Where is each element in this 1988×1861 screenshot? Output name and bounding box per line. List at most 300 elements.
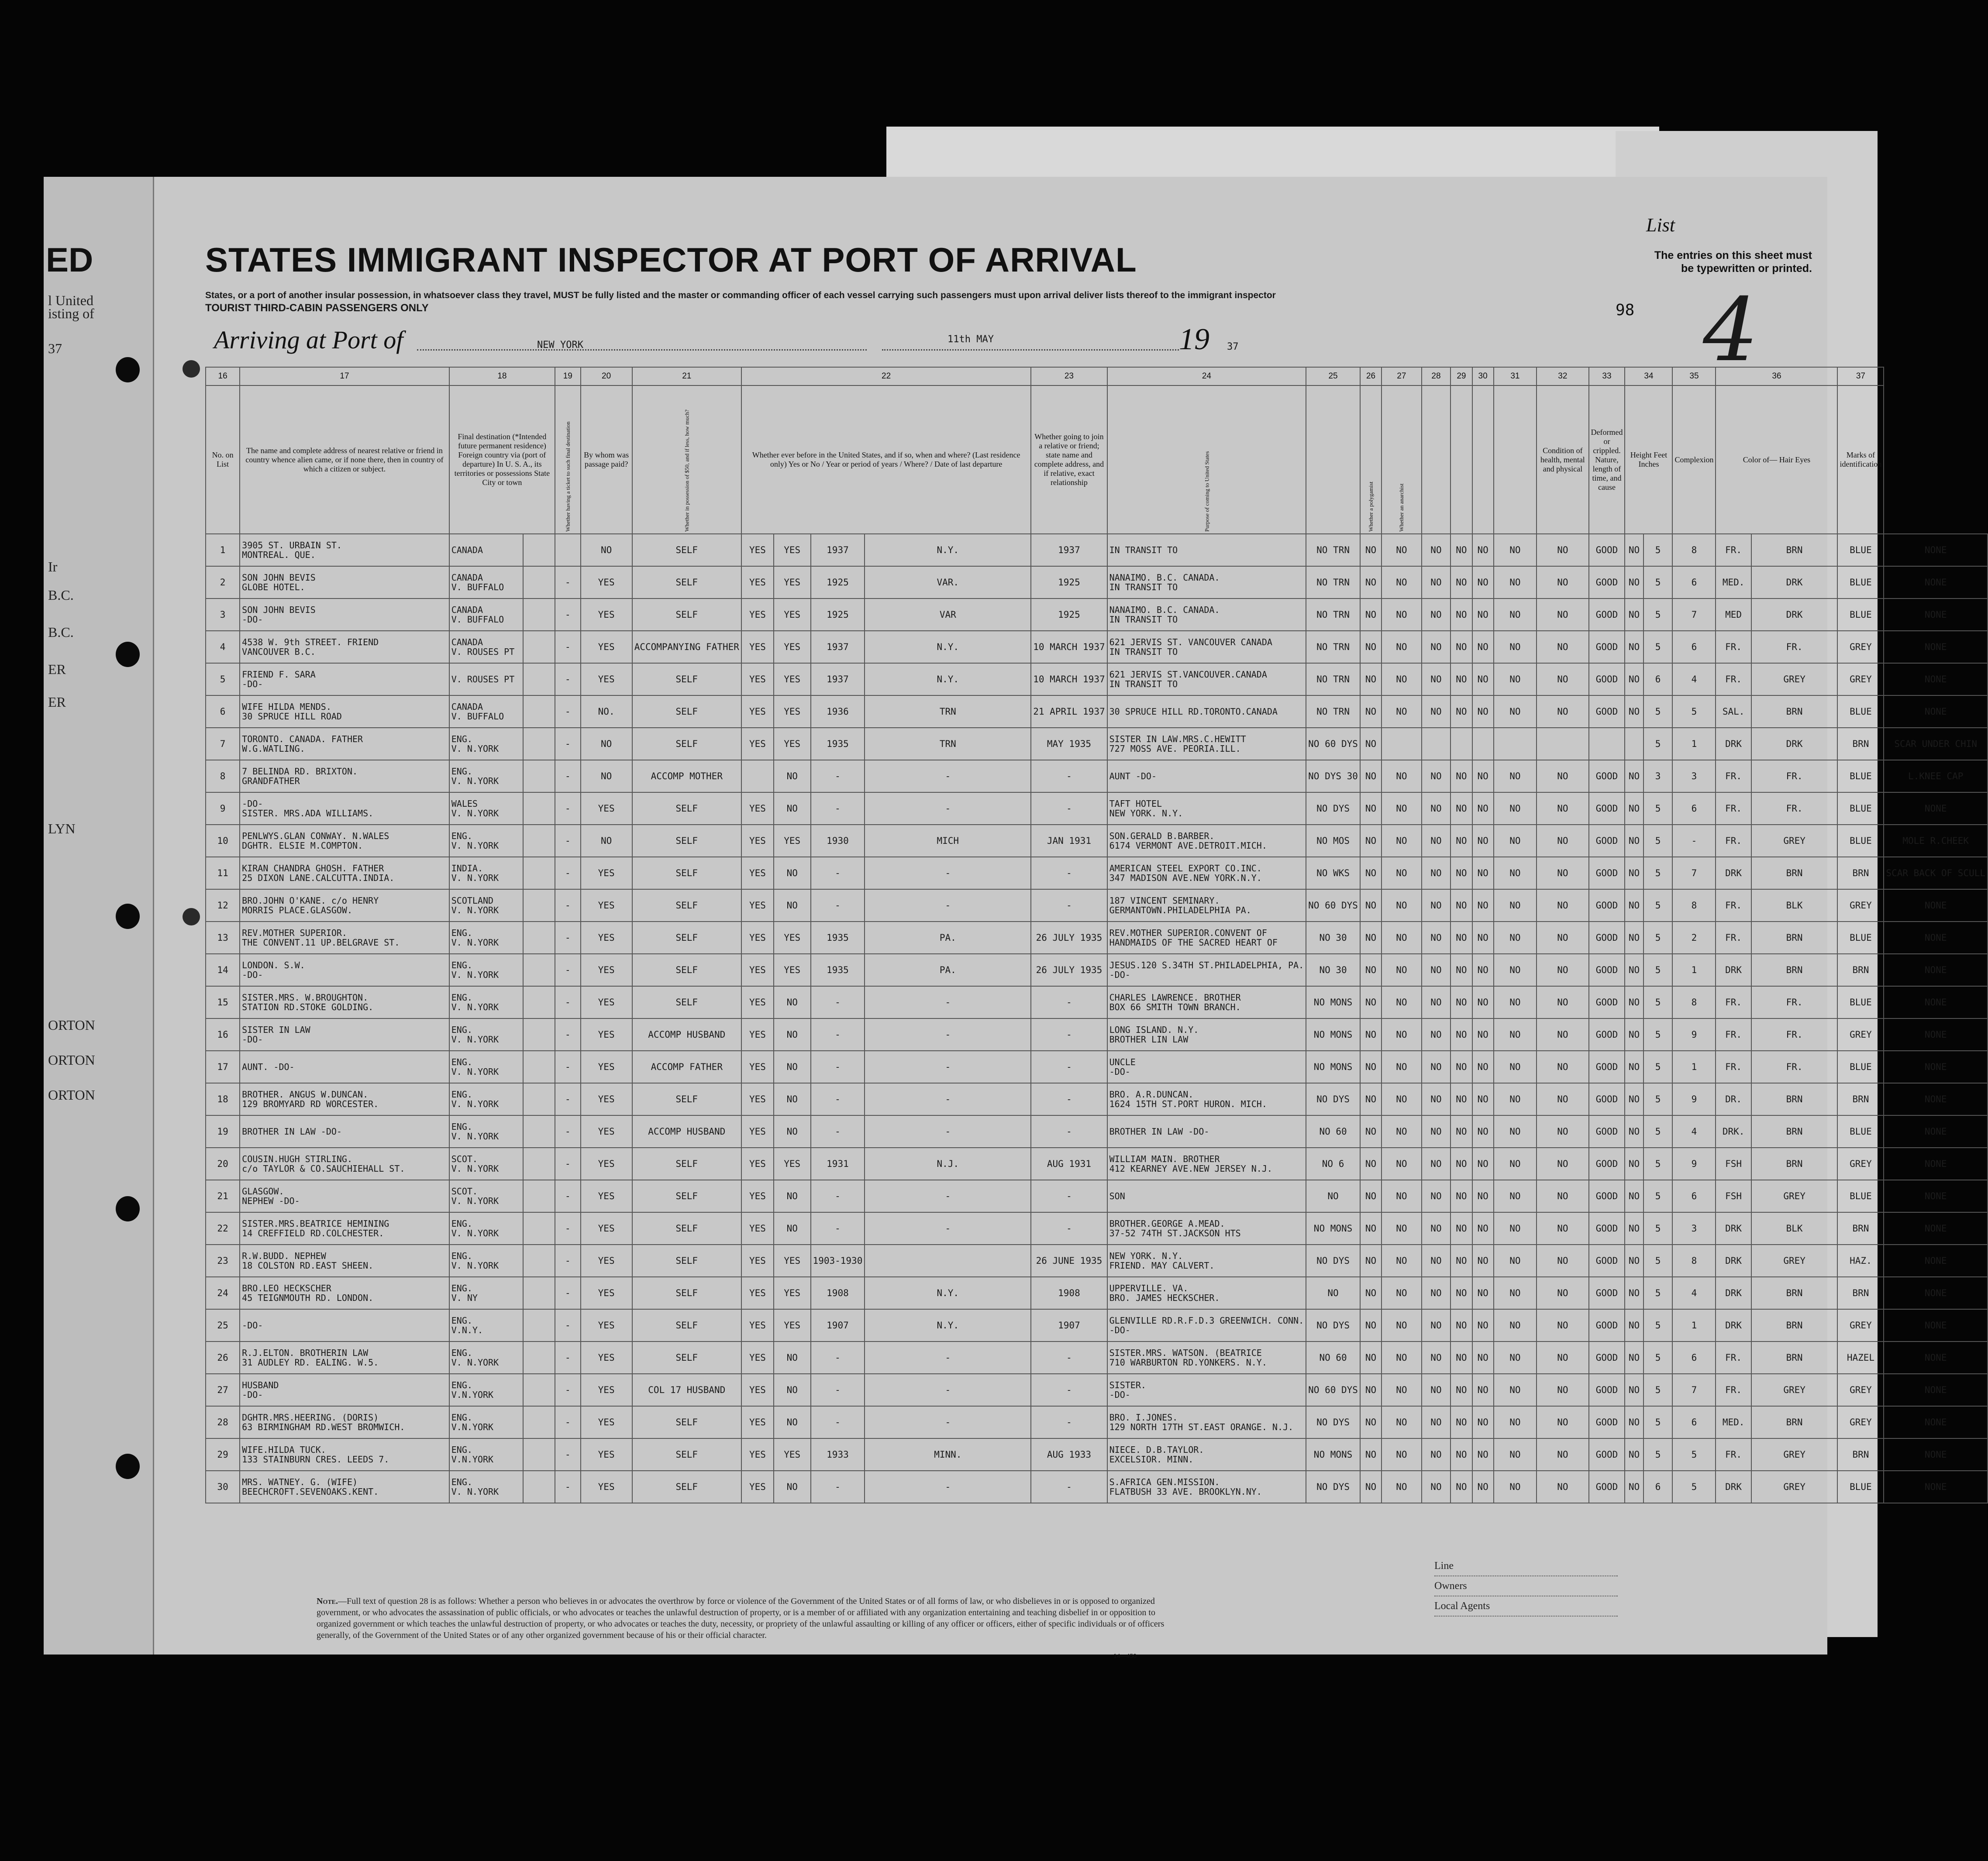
height-feet-cell: 5 xyxy=(1643,1018,1673,1051)
purpose-cell: NO xyxy=(1306,1277,1360,1309)
last-departure-cell: 1937 xyxy=(1031,534,1107,566)
money-cell: YES xyxy=(741,1438,774,1471)
identification-marks-cell: MOLE R.CHEEK xyxy=(1884,825,1988,857)
port-via: V. N.YORK xyxy=(451,1131,499,1142)
year-cell: 1907 xyxy=(811,1309,865,1342)
joining-line-2: 710 WARBURTON RD.YONKERS. N.Y. xyxy=(1109,1357,1267,1368)
question-28-cell: NO xyxy=(1451,1051,1472,1083)
table-row xyxy=(206,534,1988,566)
identification-marks-cell: NONE xyxy=(1884,889,1988,922)
complexion-cell: DRK xyxy=(1716,954,1751,986)
deformed-cell: NO xyxy=(1625,1115,1643,1148)
purpose-cell: NO 60 DYS xyxy=(1306,728,1360,760)
health-cell: GOOD xyxy=(1589,695,1625,728)
question-30-cell: NO xyxy=(1494,599,1537,631)
question-28-cell: NO xyxy=(1451,599,1472,631)
question-25-cell: NO xyxy=(1360,1245,1382,1277)
question-30-cell: NO xyxy=(1494,1471,1537,1503)
ticket-cell: YES xyxy=(581,1374,632,1406)
identification-marks-cell: NONE xyxy=(1884,695,1988,728)
table-row xyxy=(206,1471,1988,1503)
relative-line-1: WIFE HILDA MENDS. xyxy=(242,702,331,712)
where-cell: VAR. xyxy=(865,566,1031,599)
health-cell: GOOD xyxy=(1589,1148,1625,1180)
column-header: By whom was passage paid? xyxy=(581,385,632,534)
footer-note xyxy=(317,1596,1177,1641)
deformed-cell: NO xyxy=(1625,1051,1643,1083)
foreign-country: INDIA. xyxy=(451,863,483,874)
relative-line-2: STATION RD.STOKE GOLDING. xyxy=(242,1002,374,1012)
foreign-country: ENG. xyxy=(451,831,472,841)
ticket-cell: NO xyxy=(581,534,632,566)
binder-hole xyxy=(116,1196,140,1221)
deformed-cell: NO xyxy=(1625,566,1643,599)
column-header: Whether having a ticket to such final destination xyxy=(555,385,581,534)
identification-marks-cell: NONE xyxy=(1884,1180,1988,1212)
eye-color-cell: HAZ. xyxy=(1837,1245,1884,1277)
port-via: V.N.YORK xyxy=(451,1422,494,1432)
ticket-cell: YES xyxy=(581,1018,632,1051)
local-agents-label: Local Agents xyxy=(1434,1596,1618,1617)
eye-color-cell: BLUE xyxy=(1837,1471,1884,1503)
money-cell: YES xyxy=(741,1245,774,1277)
deformed-cell: NO xyxy=(1625,1342,1643,1374)
column-number: 26 xyxy=(1360,367,1382,385)
column-number: 30 xyxy=(1472,367,1494,385)
complexion-cell: DRK xyxy=(1716,857,1751,889)
question-29-cell: NO xyxy=(1472,954,1494,986)
eye-color-cell: GREY xyxy=(1837,1309,1884,1342)
health-cell: GOOD xyxy=(1589,857,1625,889)
anarchist-cell: NO xyxy=(1422,922,1451,954)
binder-hole xyxy=(183,908,200,925)
passage-paid-cell: SELF xyxy=(632,857,741,889)
question-30-cell: NO xyxy=(1494,695,1537,728)
relative-line-2: 129 BROMYARD RD WORCESTER. xyxy=(242,1099,379,1109)
anarchist-cell: NO xyxy=(1422,534,1451,566)
question-28-cell: NO xyxy=(1451,1018,1472,1051)
question-28-cell: NO xyxy=(1451,1471,1472,1503)
health-cell: GOOD xyxy=(1589,954,1625,986)
year-cell: - xyxy=(811,1018,865,1051)
height-inches-cell: 7 xyxy=(1672,1374,1716,1406)
identification-marks-cell: NONE xyxy=(1884,1148,1988,1180)
height-feet-cell: 3 xyxy=(1643,760,1673,792)
height-inches-cell: 6 xyxy=(1672,1406,1716,1438)
complexion-cell: DRK xyxy=(1716,1245,1751,1277)
joining-line-1: 187 VINCENT SEMINARY. xyxy=(1109,895,1220,906)
question-29-cell: NO xyxy=(1472,599,1494,631)
state-cell xyxy=(523,1374,555,1406)
foreign-country: CANADA xyxy=(451,572,483,583)
column-header xyxy=(1451,385,1472,534)
height-feet-cell: 5 xyxy=(1643,986,1673,1018)
table-row xyxy=(206,1212,1988,1245)
city-cell: - xyxy=(555,1115,581,1148)
question-25-cell: NO xyxy=(1360,1342,1382,1374)
question-29-cell: NO xyxy=(1472,922,1494,954)
joining-relative-cell xyxy=(1107,1083,1306,1115)
year-cell: 1936 xyxy=(811,695,865,728)
line-label: Line xyxy=(1434,1556,1618,1576)
money-cell xyxy=(741,760,774,792)
before-in-us-cell: YES xyxy=(774,1277,811,1309)
signature-lines xyxy=(1434,1556,1618,1617)
binder-hole xyxy=(116,642,140,667)
height-inches-cell: 1 xyxy=(1672,954,1716,986)
joining-line-1: NEW YORK. N.Y. xyxy=(1109,1251,1183,1261)
purpose-cell: NO DYS xyxy=(1306,1406,1360,1438)
question-29-cell: NO xyxy=(1472,889,1494,922)
question-25-cell: NO xyxy=(1360,825,1382,857)
anarchist-cell: NO xyxy=(1422,889,1451,922)
polygamist-cell: NO xyxy=(1382,1148,1421,1180)
question-25-cell: NO xyxy=(1360,728,1382,760)
passage-paid-cell: ACCOMP FATHER xyxy=(632,1051,741,1083)
money-cell: YES xyxy=(741,889,774,922)
foreign-country: ENG. xyxy=(451,1412,472,1423)
state-cell xyxy=(523,1051,555,1083)
joining-line-1: UNCLE xyxy=(1109,1057,1136,1067)
hair-color-cell: FR. xyxy=(1751,1051,1838,1083)
question-30-cell: NO xyxy=(1494,631,1537,663)
list-number-cell: 28 xyxy=(206,1406,240,1438)
question-31-cell: NO xyxy=(1537,1471,1588,1503)
foreign-country: CANADA xyxy=(451,637,483,647)
column-header: Deformed or crippled. Nature, length of time, and cause xyxy=(1589,385,1625,534)
question-28-cell: NO xyxy=(1451,1374,1472,1406)
money-cell: YES xyxy=(741,663,774,695)
list-number-cell: 5 xyxy=(206,663,240,695)
question-25-cell: NO xyxy=(1360,599,1382,631)
hair-color-cell: GREY xyxy=(1751,1374,1838,1406)
passage-paid-cell: COL 17 HUSBAND xyxy=(632,1374,741,1406)
where-cell: - xyxy=(865,986,1031,1018)
deformed-cell: NO xyxy=(1625,1083,1643,1115)
relative-line-2: 63 BIRMINGHAM RD.WEST BROMWICH. xyxy=(242,1422,405,1432)
money-cell: YES xyxy=(741,1051,774,1083)
port-via: V.N.Y. xyxy=(451,1325,483,1335)
question-25-cell: NO xyxy=(1360,1148,1382,1180)
relative-line-1: BRO.LEO HECKSCHER xyxy=(242,1283,331,1293)
money-cell: YES xyxy=(741,1406,774,1438)
foreign-country: ENG. xyxy=(451,928,472,938)
ticket-cell: YES xyxy=(581,1277,632,1309)
money-cell: YES xyxy=(741,599,774,631)
question-25-cell: NO xyxy=(1360,986,1382,1018)
list-number-cell: 25 xyxy=(206,1309,240,1342)
anarchist-cell: NO xyxy=(1422,792,1451,825)
joining-line-1: S.AFRICA GEN.MISSION. xyxy=(1109,1477,1220,1487)
relative-address-cell xyxy=(240,1309,449,1342)
city-cell: - xyxy=(555,1374,581,1406)
height-feet-cell: 5 xyxy=(1643,1438,1673,1471)
deformed-cell: NO xyxy=(1625,792,1643,825)
year-cell: - xyxy=(811,986,865,1018)
polygamist-cell: NO xyxy=(1382,1374,1421,1406)
foreign-country-cell xyxy=(449,760,523,792)
joining-line-2: BOX 66 SMITH TOWN BRANCH. xyxy=(1109,1002,1241,1012)
question-31-cell: NO xyxy=(1537,1051,1588,1083)
complexion-cell: FR. xyxy=(1716,922,1751,954)
question-25-cell: NO xyxy=(1360,760,1382,792)
eye-color-cell: BRN xyxy=(1837,728,1884,760)
relative-address-cell xyxy=(240,760,449,792)
joining-line-1: BRO. I.JONES. xyxy=(1109,1412,1178,1423)
health-cell: GOOD xyxy=(1589,631,1625,663)
passage-paid-cell: SELF xyxy=(632,1309,741,1342)
identification-marks-cell: NONE xyxy=(1884,1438,1988,1471)
hair-color-cell: BRN xyxy=(1751,695,1838,728)
polygamist-cell: NO xyxy=(1382,1018,1421,1051)
table-row xyxy=(206,695,1988,728)
year-cell: 1937 xyxy=(811,663,865,695)
height-inches-cell: 6 xyxy=(1672,1180,1716,1212)
health-cell: GOOD xyxy=(1589,1051,1625,1083)
question-30-cell: NO xyxy=(1494,1277,1537,1309)
before-in-us-cell: YES xyxy=(774,728,811,760)
relative-address-cell xyxy=(240,1277,449,1309)
health-cell: GOOD xyxy=(1589,1115,1625,1148)
question-25-cell: NO xyxy=(1360,857,1382,889)
deformed-cell: NO xyxy=(1625,1180,1643,1212)
column-header: Marks of identification xyxy=(1837,385,1884,534)
height-feet-cell: 5 xyxy=(1643,889,1673,922)
money-cell: YES xyxy=(741,695,774,728)
anarchist-cell: NO xyxy=(1422,825,1451,857)
column-header: Whether a polygamist xyxy=(1360,385,1382,534)
passage-paid-cell: SELF xyxy=(632,792,741,825)
ticket-cell: YES xyxy=(581,954,632,986)
relative-line-2: 133 STAINBURN CRES. LEEDS 7. xyxy=(242,1454,389,1465)
before-in-us-cell: NO xyxy=(774,1471,811,1503)
eye-color-cell: BLUE xyxy=(1837,792,1884,825)
height-feet-cell: 5 xyxy=(1643,825,1673,857)
city-cell: - xyxy=(555,566,581,599)
relative-line-1: HUSBAND xyxy=(242,1380,279,1390)
relative-line-2: 31 AUDLEY RD. EALING. W.5. xyxy=(242,1357,379,1368)
year-cell: - xyxy=(811,1115,865,1148)
question-31-cell: NO xyxy=(1537,1438,1588,1471)
hair-color-cell: BRN xyxy=(1751,1309,1838,1342)
relative-line-1: KIRAN CHANDRA GHOSH. FATHER xyxy=(242,863,384,874)
question-25-cell: NO xyxy=(1360,1309,1382,1342)
anarchist-cell: NO xyxy=(1422,1309,1451,1342)
city-cell: - xyxy=(555,889,581,922)
question-25-cell: NO xyxy=(1360,922,1382,954)
joining-line-2: FRIEND. MAY CALVERT. xyxy=(1109,1260,1215,1271)
height-feet-cell: 5 xyxy=(1643,631,1673,663)
before-in-us-cell: NO xyxy=(774,1374,811,1406)
height-inches-cell: 2 xyxy=(1672,922,1716,954)
joining-relative-cell xyxy=(1107,792,1306,825)
complexion-cell: FR. xyxy=(1716,534,1751,566)
relative-address-cell xyxy=(240,1180,449,1212)
year-cell: - xyxy=(811,1180,865,1212)
question-31-cell: NO xyxy=(1537,695,1588,728)
year-cell: 1933 xyxy=(811,1438,865,1471)
last-departure-cell: 26 JULY 1935 xyxy=(1031,922,1107,954)
polygamist-cell: NO xyxy=(1382,1115,1421,1148)
port-via: V. N.YORK xyxy=(451,1002,499,1012)
eye-color-cell: BRN xyxy=(1837,1438,1884,1471)
before-in-us-cell: NO xyxy=(774,1018,811,1051)
money-cell: YES xyxy=(741,922,774,954)
before-in-us-cell: NO xyxy=(774,1180,811,1212)
question-30-cell: NO xyxy=(1494,1148,1537,1180)
purpose-cell: NO DYS 30 xyxy=(1306,760,1360,792)
table-row xyxy=(206,1277,1988,1309)
previous-page-fragment: ER xyxy=(48,694,66,710)
relative-line-2: -DO- xyxy=(242,1390,263,1400)
joining-line-1: SON xyxy=(1109,1191,1125,1201)
foreign-country-cell xyxy=(449,1148,523,1180)
height-feet-cell: 5 xyxy=(1643,1309,1673,1342)
where-cell xyxy=(865,1245,1031,1277)
question-29-cell: NO xyxy=(1472,1180,1494,1212)
purpose-cell: NO MOS xyxy=(1306,825,1360,857)
joining-relative-cell xyxy=(1107,1245,1306,1277)
polygamist-cell: NO xyxy=(1382,1180,1421,1212)
polygamist-cell: NO xyxy=(1382,857,1421,889)
column-number: 32 xyxy=(1537,367,1588,385)
relative-line-2: 45 TEIGNMOUTH RD. LONDON. xyxy=(242,1293,374,1303)
relative-line-1: DGHTR.MRS.HEERING. (DORIS) xyxy=(242,1412,379,1423)
ticket-cell: YES xyxy=(581,663,632,695)
passage-paid-cell: SELF xyxy=(632,534,741,566)
complexion-cell: FR. xyxy=(1716,760,1751,792)
relative-line-1: R.W.BUDD. NEPHEW xyxy=(242,1251,326,1261)
ticket-cell: YES xyxy=(581,1148,632,1180)
deformed-cell: NO xyxy=(1625,1471,1643,1503)
entries-note-line1: The entries on this sheet must xyxy=(1654,249,1812,261)
money-cell: YES xyxy=(741,825,774,857)
relative-line-2: c/o TAYLOR & CO.SAUCHIEHALL ST. xyxy=(242,1163,405,1174)
ticket-cell: YES xyxy=(581,1051,632,1083)
identification-marks-cell: NONE xyxy=(1884,1212,1988,1245)
ticket-cell: NO xyxy=(581,760,632,792)
joining-line-2: IN TRANSIT TO xyxy=(1109,582,1178,592)
joining-line-1: WILLIAM MAIN. BROTHER xyxy=(1109,1154,1220,1164)
joining-line-1: SON.GERALD B.BARBER. xyxy=(1109,831,1215,841)
state-cell xyxy=(523,566,555,599)
list-number-cell: 27 xyxy=(206,1374,240,1406)
relative-address-cell xyxy=(240,566,449,599)
city-cell: - xyxy=(555,1051,581,1083)
identification-marks-cell: NONE xyxy=(1884,1277,1988,1309)
list-number-cell: 20 xyxy=(206,1148,240,1180)
previous-page-fragment: isting of xyxy=(48,306,94,321)
deformed-cell: NO xyxy=(1625,954,1643,986)
year-cell: 1925 xyxy=(811,599,865,631)
before-in-us-cell: YES xyxy=(774,631,811,663)
joining-line-1: 30 SPRUCE HILL RD.TORONTO.CANADA xyxy=(1109,706,1278,717)
height-feet-cell: 5 xyxy=(1643,728,1673,760)
health-cell: GOOD xyxy=(1589,825,1625,857)
table-row xyxy=(206,1180,1988,1212)
ticket-cell: YES xyxy=(581,986,632,1018)
foreign-country-cell xyxy=(449,922,523,954)
entries-note xyxy=(1602,249,1812,275)
height-feet-cell: 5 xyxy=(1643,534,1673,566)
foreign-country: ENG. xyxy=(451,1121,472,1132)
passage-paid-cell: SELF xyxy=(632,1342,741,1374)
joining-line-1: UPPERVILLE. VA. xyxy=(1109,1283,1189,1293)
relative-line-2: MORRIS PLACE.GLASGOW. xyxy=(242,905,353,915)
purpose-cell: NO 60 DYS xyxy=(1306,1374,1360,1406)
column-number: 29 xyxy=(1451,367,1472,385)
port-via: V.N.YORK xyxy=(451,1390,494,1400)
question-31-cell: NO xyxy=(1537,760,1588,792)
relative-address-cell xyxy=(240,1406,449,1438)
previous-page-fragment: ER xyxy=(48,661,66,677)
hair-color-cell: BRN xyxy=(1751,1342,1838,1374)
anarchist-cell: NO xyxy=(1422,1051,1451,1083)
health-cell: GOOD xyxy=(1589,566,1625,599)
joining-relative-cell xyxy=(1107,954,1306,986)
foreign-country-cell xyxy=(449,695,523,728)
list-number-cell: 24 xyxy=(206,1277,240,1309)
hair-color-cell: DRK xyxy=(1751,728,1838,760)
relative-line-1: COUSIN.HUGH STIRLING. xyxy=(242,1154,353,1164)
list-number-cell: 26 xyxy=(206,1342,240,1374)
last-departure-cell: - xyxy=(1031,1115,1107,1148)
hair-color-cell: DRK xyxy=(1751,599,1838,631)
list-number-cell: 10 xyxy=(206,825,240,857)
question-31-cell: NO xyxy=(1537,1083,1588,1115)
table-row xyxy=(206,566,1988,599)
height-feet-cell: 5 xyxy=(1643,695,1673,728)
binder-hole xyxy=(116,904,140,929)
port-via: V. ROUSES PT xyxy=(451,647,515,657)
height-feet-cell: 5 xyxy=(1643,1374,1673,1406)
foreign-country-cell xyxy=(449,1342,523,1374)
passage-paid-cell: SELF xyxy=(632,728,741,760)
list-number-cell: 21 xyxy=(206,1180,240,1212)
height-inches-cell: 1 xyxy=(1672,1309,1716,1342)
previous-page-title: ED xyxy=(46,241,93,279)
money-cell: YES xyxy=(741,1115,774,1148)
last-departure-cell: 1925 xyxy=(1031,566,1107,599)
height-inches-cell: 1 xyxy=(1672,1051,1716,1083)
state-cell xyxy=(523,1083,555,1115)
port-via: V. N.YORK xyxy=(451,970,499,980)
eye-color-cell: BLUE xyxy=(1837,534,1884,566)
eye-color-cell: BLUE xyxy=(1837,825,1884,857)
ticket-cell: YES xyxy=(581,857,632,889)
year-cell: 1925 xyxy=(811,566,865,599)
polygamist-cell: NO xyxy=(1382,1471,1421,1503)
page-title: STATES IMMIGRANT INSPECTOR AT PORT OF ARRIVAL xyxy=(205,241,1137,279)
question-28-cell: NO xyxy=(1451,631,1472,663)
manifest-table-wrap xyxy=(205,367,1988,1503)
question-28-cell: NO xyxy=(1451,1148,1472,1180)
anarchist-cell: NO xyxy=(1422,663,1451,695)
height-inches-cell: 3 xyxy=(1672,1212,1716,1245)
anarchist-cell: NO xyxy=(1422,1083,1451,1115)
before-in-us-cell: NO xyxy=(774,792,811,825)
polygamist-cell: NO xyxy=(1382,986,1421,1018)
identification-marks-cell: NONE xyxy=(1884,1083,1988,1115)
ticket-cell: YES xyxy=(581,1309,632,1342)
question-25-cell: NO xyxy=(1360,1438,1382,1471)
joining-relative-cell xyxy=(1107,695,1306,728)
before-in-us-cell: NO xyxy=(774,1406,811,1438)
column-header: Whether in possession of $50, and if less, how much? xyxy=(632,385,741,534)
purpose-cell: NO TRN xyxy=(1306,695,1360,728)
joining-line-2: 37-52 74TH ST.JACKSON HTS xyxy=(1109,1228,1241,1238)
state-cell xyxy=(523,1018,555,1051)
